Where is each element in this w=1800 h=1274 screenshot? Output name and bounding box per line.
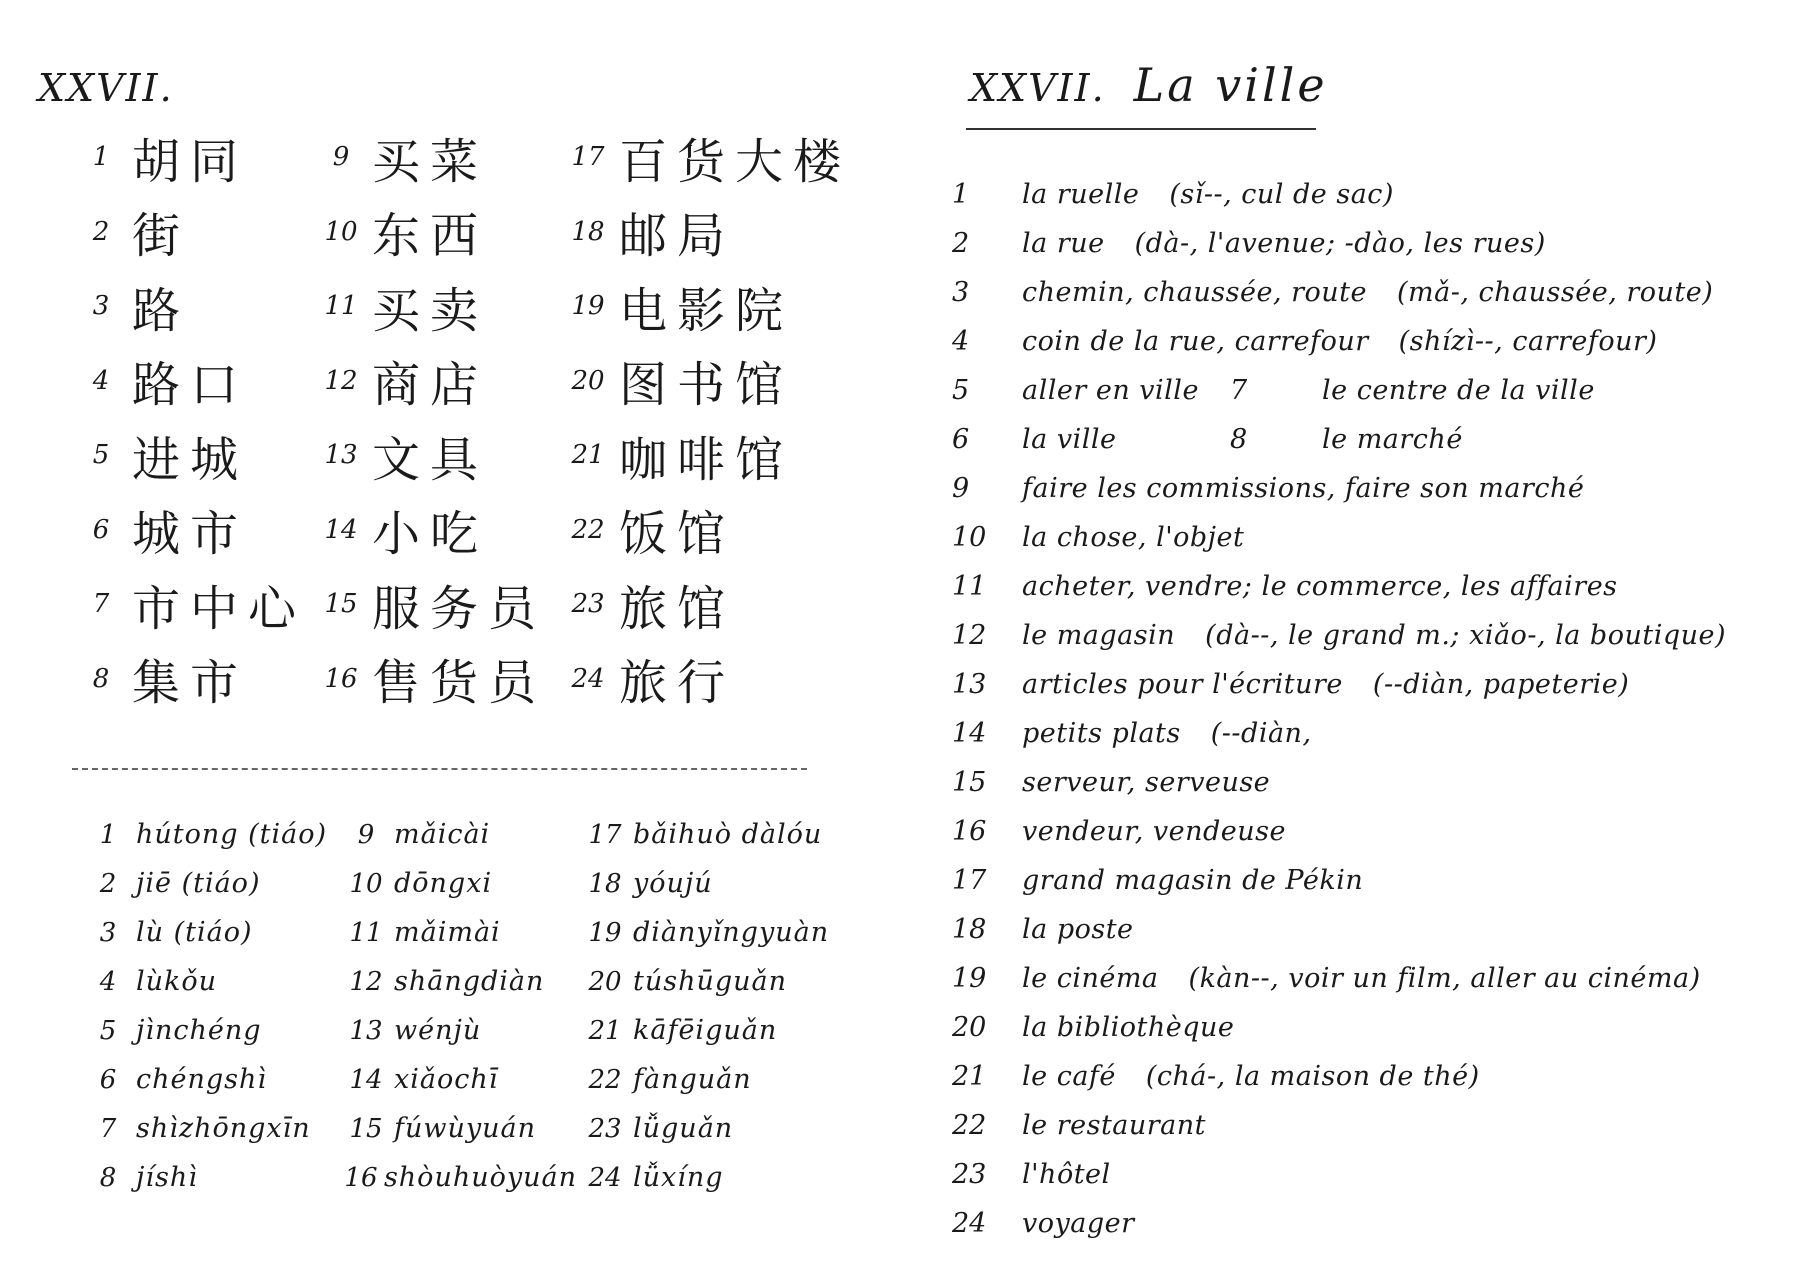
pinyin-word: shòuhuòyuán: [383, 1162, 577, 1193]
hanzi-item: [310, 493, 557, 568]
pinyin-word: jíshì: [136, 1162, 198, 1193]
hanzi-word: 旅馆: [619, 580, 736, 637]
hanzi-item: [70, 418, 310, 493]
hanzi-item: [70, 120, 310, 195]
item-number: 7: [92, 589, 110, 620]
pinyin-word: shìzhōngxīn: [136, 1113, 311, 1144]
item-number: 21: [952, 1061, 987, 1092]
item-number: 6: [952, 424, 970, 455]
item-number: 5: [99, 1015, 117, 1046]
pinyin-item: [80, 1006, 338, 1055]
pinyin-word: mǎicài: [394, 819, 491, 850]
item-number: 17: [952, 865, 987, 896]
translation-text: le marché: [1322, 424, 1463, 455]
item-number: 14: [952, 718, 987, 749]
pinyin-word: fànguǎn: [633, 1064, 752, 1095]
translation-row: [952, 464, 1792, 513]
lesson-number: XXVII.: [970, 66, 1106, 110]
hanzi-word: 售货员: [372, 655, 547, 712]
translation-row: [952, 268, 1792, 317]
item-number: 1: [952, 179, 970, 210]
pinyin-item: [80, 908, 338, 957]
item-number: 22: [588, 1064, 622, 1095]
lesson-number: XXVII.: [38, 66, 174, 110]
hanzi-item: [557, 567, 860, 642]
translation-text: faire les commissions, faire son marché: [1022, 473, 1585, 504]
hanzi-item: [310, 567, 557, 642]
hanzi-word: 东西: [372, 208, 489, 265]
translation-text: le café: [1022, 1061, 1116, 1092]
hanzi-vocabulary-grid: [70, 120, 860, 716]
pinyin-vocabulary-grid: [80, 810, 850, 1202]
page-title: La ville: [1133, 58, 1328, 112]
item-number: 7: [99, 1113, 117, 1144]
pinyin-item: [577, 1153, 850, 1202]
hanzi-word: 饭馆: [619, 506, 736, 563]
item-number: 19: [952, 963, 987, 994]
translation-text: le cinéma: [1022, 963, 1159, 994]
item-number: 23: [952, 1159, 987, 1190]
pinyin-item: [80, 1055, 338, 1104]
item-number: 19: [588, 917, 622, 948]
translation-text: la bibliothèque: [1022, 1012, 1235, 1043]
item-number: 11: [324, 291, 358, 322]
hanzi-word: 服务员: [372, 580, 547, 637]
hanzi-word: 城市: [132, 506, 249, 563]
item-number: 20: [588, 966, 622, 997]
translation-row: [952, 709, 1792, 758]
item-number: 3: [99, 917, 117, 948]
translation-text: la rue: [1022, 228, 1105, 259]
item-number: 10: [324, 216, 358, 247]
translation-row: [952, 219, 1792, 268]
pinyin-item: [80, 810, 338, 859]
hanzi-item: [557, 195, 860, 270]
item-number: 8: [1230, 424, 1248, 455]
hanzi-word: 图书馆: [619, 357, 794, 414]
pinyin-word: xiǎochī: [394, 1064, 499, 1095]
translation-note: (--diàn, papeterie): [1372, 669, 1630, 700]
translation-note: (mǎ-, chaussée, route): [1397, 277, 1714, 308]
translation-text: la ville: [1022, 424, 1117, 455]
item-number: 20: [571, 365, 605, 396]
translation-text: aller en ville: [1022, 375, 1199, 406]
item-number: 12: [952, 620, 987, 651]
hanzi-item: [70, 344, 310, 419]
translation-row: [952, 1199, 1792, 1248]
item-number: 13: [349, 1015, 383, 1046]
item-number: 18: [571, 216, 605, 247]
item-number: 21: [571, 440, 605, 471]
hanzi-word: 路: [132, 282, 191, 339]
item-number: 21: [588, 1015, 622, 1046]
item-number: 19: [571, 291, 605, 322]
translation-note: (dà-, l'avenue; -dào, les rues): [1134, 228, 1546, 259]
item-number: 8: [99, 1162, 117, 1193]
translation-row: [952, 905, 1792, 954]
item-number: 13: [952, 669, 987, 700]
item-number: 12: [324, 365, 358, 396]
pinyin-item: [80, 1153, 338, 1202]
item-number: 24: [571, 663, 605, 694]
item-number: 5: [92, 440, 110, 471]
hanzi-item: [70, 567, 310, 642]
item-number: 23: [571, 589, 605, 620]
translation-row: [952, 1052, 1792, 1101]
pinyin-word: diànyǐngyuàn: [633, 917, 830, 948]
item-number: 6: [99, 1064, 117, 1095]
pinyin-item: [338, 1153, 577, 1202]
title-underline: [966, 128, 1316, 130]
pinyin-item: [577, 1055, 850, 1104]
pinyin-word: lùkǒu: [136, 966, 218, 997]
item-number: 11: [349, 917, 383, 948]
hanzi-item: [310, 418, 557, 493]
item-number: 1: [92, 142, 110, 173]
hanzi-item: [310, 195, 557, 270]
pinyin-word: lǚguǎn: [633, 1113, 734, 1144]
item-number: 10: [349, 868, 383, 899]
pinyin-item: [338, 908, 577, 957]
translation-text: acheter, vendre; le commerce, les affaires: [1022, 571, 1618, 602]
hanzi-item: [310, 344, 557, 419]
hanzi-word: 邮局: [619, 208, 736, 265]
item-number: 9: [357, 819, 375, 850]
pinyin-item: [80, 1104, 338, 1153]
translation-text: chemin, chaussée, route: [1022, 277, 1367, 308]
hanzi-item: [310, 269, 557, 344]
item-number: 15: [952, 767, 987, 798]
translation-text: le restaurant: [1022, 1110, 1207, 1141]
translation-text: la poste: [1022, 914, 1134, 945]
translation-text: vendeur, vendeuse: [1022, 816, 1286, 847]
item-number: 4: [952, 326, 970, 357]
pinyin-word: chéngshì: [136, 1064, 268, 1095]
pinyin-word: kāfēiguǎn: [633, 1015, 778, 1046]
pinyin-item: [338, 810, 577, 859]
pinyin-word: bǎihuò dàlóu: [633, 819, 823, 850]
item-number: 16: [324, 663, 358, 694]
item-number: 7: [1230, 375, 1248, 406]
translation-note: (dà--, le grand m.; xiǎo-, la boutique): [1205, 620, 1727, 651]
hanzi-word: 商店: [372, 357, 489, 414]
item-number: 16: [952, 816, 987, 847]
translation-row: [952, 1003, 1792, 1052]
item-number: 11: [952, 571, 987, 602]
translation-row: [952, 415, 1792, 464]
pinyin-item: [338, 859, 577, 908]
translation-row: [952, 660, 1792, 709]
item-number: 24: [588, 1162, 622, 1193]
translation-text: voyager: [1022, 1208, 1135, 1239]
hanzi-item: [557, 642, 860, 717]
item-number: 5: [952, 375, 970, 406]
hanzi-item: [557, 269, 860, 344]
hanzi-word: 集市: [132, 655, 249, 712]
french-translation-list: [952, 170, 1792, 1248]
hanzi-word: 进城: [132, 431, 249, 488]
item-number: 22: [952, 1110, 987, 1141]
hanzi-word: 路口: [132, 357, 249, 414]
item-number: 14: [349, 1064, 383, 1095]
translation-text: la chose, l'objet: [1022, 522, 1245, 553]
hanzi-item: [310, 642, 557, 717]
pinyin-item: [577, 957, 850, 1006]
hanzi-item: [70, 642, 310, 717]
translation-text: le magasin: [1022, 620, 1176, 651]
pinyin-word: mǎimài: [394, 917, 501, 948]
item-number: 2: [952, 228, 970, 259]
pinyin-word: yóujú: [633, 868, 713, 899]
pinyin-item: [338, 1055, 577, 1104]
translation-text: petits plats: [1022, 718, 1181, 749]
translation-row: [952, 513, 1792, 562]
translation-row: [952, 611, 1792, 660]
item-number: 8: [92, 663, 110, 694]
pinyin-item: [577, 1104, 850, 1153]
item-number: 22: [571, 514, 605, 545]
hanzi-item: [557, 344, 860, 419]
hanzi-word: 百货大楼: [619, 133, 852, 190]
hanzi-word: 小吃: [372, 506, 489, 563]
hanzi-word: 旅行: [619, 655, 736, 712]
translation-row: [952, 954, 1792, 1003]
pinyin-word: fúwùyuán: [394, 1113, 537, 1144]
hanzi-word: 文具: [372, 431, 489, 488]
pinyin-word: túshūguǎn: [633, 966, 788, 997]
item-number: 16: [344, 1162, 378, 1193]
hanzi-item: [310, 120, 557, 195]
pinyin-word: jiē (tiáo): [136, 868, 261, 899]
translation-row: [952, 758, 1792, 807]
translation-text: articles pour l'écriture: [1022, 669, 1343, 700]
item-number: 9: [952, 473, 970, 504]
hanzi-word: 买卖: [372, 282, 489, 339]
translation-note: (kàn--, voir un film, aller au cinéma): [1188, 963, 1701, 994]
translation-note: (chá-, la maison de thé): [1145, 1061, 1480, 1092]
hanzi-item: [70, 195, 310, 270]
pinyin-item: [338, 1006, 577, 1055]
item-number: 2: [99, 868, 117, 899]
translation-row: [952, 1150, 1792, 1199]
pinyin-item: [80, 859, 338, 908]
hanzi-item: [70, 269, 310, 344]
translation-note: (--diàn,: [1210, 718, 1312, 749]
translation-row: [952, 317, 1792, 366]
translation-row: [952, 366, 1792, 415]
item-number: 1: [99, 819, 117, 850]
pinyin-item: [338, 1104, 577, 1153]
hanzi-item: [557, 120, 860, 195]
item-number: 9: [332, 142, 350, 173]
translation-text: serveur, serveuse: [1022, 767, 1271, 798]
pinyin-word: lǚxíng: [633, 1162, 724, 1193]
hanzi-item: [70, 493, 310, 568]
translation-text: coin de la rue, carrefour: [1022, 326, 1369, 357]
item-number: 14: [324, 514, 358, 545]
pinyin-item: [577, 1006, 850, 1055]
item-number: 4: [92, 365, 110, 396]
page-heading: [970, 58, 1328, 112]
item-number: 20: [952, 1012, 987, 1043]
item-number: 15: [349, 1113, 383, 1144]
translation-note: (shízì--, carrefour): [1398, 326, 1658, 357]
item-number: 2: [92, 216, 110, 247]
pinyin-item: [577, 908, 850, 957]
hanzi-word: 胡同: [132, 133, 249, 190]
translation-text: grand magasin de Pékin: [1022, 865, 1364, 896]
hanzi-word: 买菜: [372, 133, 489, 190]
item-number: 3: [92, 291, 110, 322]
item-number: 23: [588, 1113, 622, 1144]
pinyin-item: [577, 810, 850, 859]
hanzi-word: 市中心: [132, 580, 307, 637]
item-number: 13: [324, 440, 358, 471]
translation-text: la ruelle: [1022, 179, 1140, 210]
item-number: 6: [92, 514, 110, 545]
pinyin-word: dōngxi: [394, 868, 493, 899]
hanzi-word: 电影院: [619, 282, 794, 339]
pinyin-item: [577, 859, 850, 908]
item-number: 18: [952, 914, 987, 945]
pinyin-item: [338, 957, 577, 1006]
dashed-divider: [72, 768, 807, 770]
hanzi-item: [557, 418, 860, 493]
item-number: 24: [952, 1208, 987, 1239]
pinyin-word: wénjù: [394, 1015, 482, 1046]
pinyin-word: jìnchéng: [136, 1015, 262, 1046]
translation-row: [952, 562, 1792, 611]
translation-row: [952, 170, 1792, 219]
hanzi-item: [557, 493, 860, 568]
pinyin-item: [80, 957, 338, 1006]
item-number: 12: [349, 966, 383, 997]
item-number: 17: [588, 819, 622, 850]
hanzi-word: 街: [132, 208, 191, 265]
item-number: 17: [571, 142, 605, 173]
translation-row: [952, 1101, 1792, 1150]
translation-row: [952, 856, 1792, 905]
translation-text: l'hôtel: [1022, 1159, 1111, 1190]
item-number: 4: [99, 966, 117, 997]
translation-row: [952, 807, 1792, 856]
item-number: 18: [588, 868, 622, 899]
translation-text: le centre de la ville: [1322, 375, 1595, 406]
item-number: 10: [952, 522, 987, 553]
translation-note: (sǐ--, cul de sac): [1169, 179, 1394, 210]
pinyin-word: shāngdiàn: [394, 966, 545, 997]
right-page: [900, 0, 1800, 1274]
paired-entry: [1230, 424, 1463, 455]
item-number: 15: [324, 589, 358, 620]
pinyin-word: lù (tiáo): [136, 917, 253, 948]
paired-entry: [1230, 375, 1595, 406]
pinyin-word: hútong (tiáo): [136, 819, 328, 850]
hanzi-word: 咖啡馆: [619, 431, 794, 488]
item-number: 3: [952, 277, 970, 308]
